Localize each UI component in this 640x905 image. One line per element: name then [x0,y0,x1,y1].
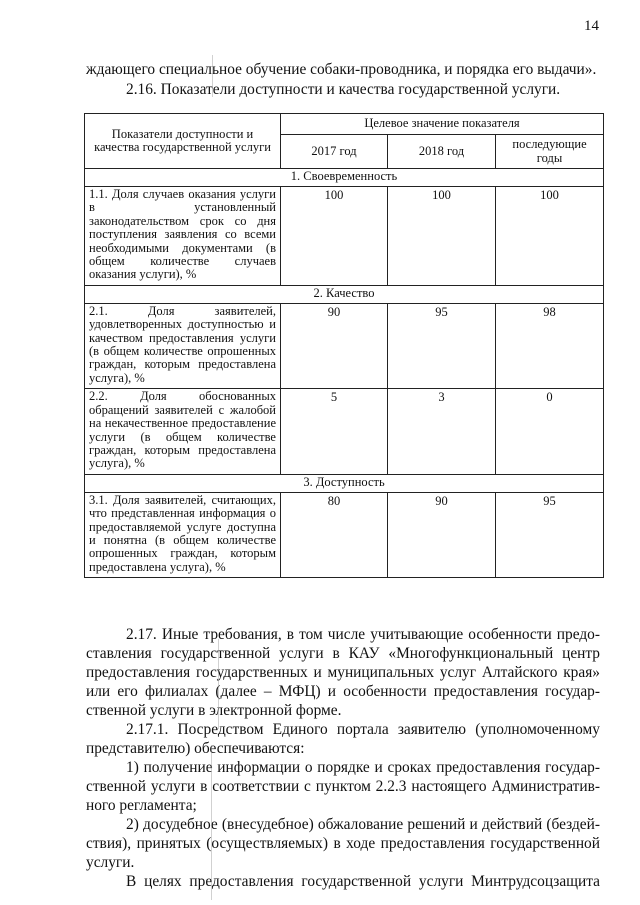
body-line: или его филиалах (далее – МФЦ) и особенности предоставления государ- [86,683,600,700]
scan-artifact-line [218,639,219,729]
indicators-table-wrapper [84,113,603,578]
indicator-column-header: Показатели доступности и качества государственной услуги [85,114,281,169]
table-row [85,187,604,286]
section-row [85,169,604,187]
value-2017: 80 [281,492,388,577]
value-later: 100 [496,187,604,286]
target-value-header: Целевое значение показателя [281,114,604,135]
body-line: ственной услуги в соответствии с пунктом 2.2.3 настоящего Административ- [86,778,600,795]
section-title: 3. Доступность [85,474,604,492]
body-line: ного регламента; [86,797,197,814]
table-row [85,492,604,577]
section-row [85,474,604,492]
body-line: 2.17.1. Посредством Единого портала заявителю (уполномоченному [126,721,600,738]
value-later: 95 [496,492,604,577]
value-2017: 5 [281,389,388,474]
value-2018: 3 [388,389,496,474]
table-row [85,389,604,474]
body-line: ственной услуги в электронной форме. [86,702,342,719]
body-line: представителю) обеспечиваются: [86,740,305,757]
table-row [85,303,604,388]
later-years-header: последующие годы [496,135,604,169]
table-header-row [85,114,604,135]
body-line: 2.17. Иные требования, в том числе учитывающие особенности предо- [126,626,600,643]
value-2017: 90 [281,303,388,388]
section-title: 2. Качество [85,285,604,303]
value-2018: 95 [388,303,496,388]
year-2018-header: 2018 год [388,135,496,169]
body-line: 1) получение информации о порядке и сроках предоставления государ- [126,759,600,776]
section-heading: 2.16. Показатели доступности и качества государственной услуги. [126,81,561,98]
body-line: ствия), принятых (осуществляемых) в ходе предоставления государственной [86,835,600,852]
indicator-cell: 1.1. Доля случаев оказания услуги в установленный законодательством срок со дня поступления заявления со всеми необходимыми документами (в общем количестве случаев оказания услуги), % [85,187,281,286]
value-2017: 100 [281,187,388,286]
section-title: 1. Своевременность [85,169,604,187]
indicator-cell: 2.1. Доля заявителей, удовлетворенных доступностью и качеством предоставления услуги (в общем количестве опрошенных граждан, которым предоставлена услуга), % [85,303,281,388]
body-line: услуги. [86,854,135,871]
body-line: ставления государственной услуги в КАУ «Многофункциональный центр [86,645,600,662]
value-later: 0 [496,389,604,474]
value-later: 98 [496,303,604,388]
scan-artifact-line [212,55,213,97]
section-row [85,285,604,303]
indicator-cell: 2.2. Доля обоснованных обращений заявителей с жалобой на некачественное предоставление услуги (в общем количестве граждан, которым предоставлена услуга), % [85,389,281,474]
indicator-cell: 3.1. Доля заявителей, считающих, что представленная информация о предоставляемой услуге доступна и понятна (в общем количестве опрошенных граждан, которым предоставлена услуга), % [85,492,281,577]
scan-artifact-line [211,745,212,900]
body-line: В целях предоставления государственной услуги Минтрудсоцзащита [126,873,600,890]
value-2018: 100 [388,187,496,286]
indicators-table [84,113,604,578]
value-2018: 90 [388,492,496,577]
body-line: 2) досудебное (внесудебное) обжалование решений и действий (бездей- [126,816,600,833]
page-number: 14 [584,18,599,34]
body-line: предоставления государственных и муниципальных услуг Алтайского края» [86,664,600,681]
year-2017-header: 2017 год [281,135,388,169]
intro-line: ждающего специальное обучение собаки-проводника, и порядка его выдачи». [86,61,597,78]
